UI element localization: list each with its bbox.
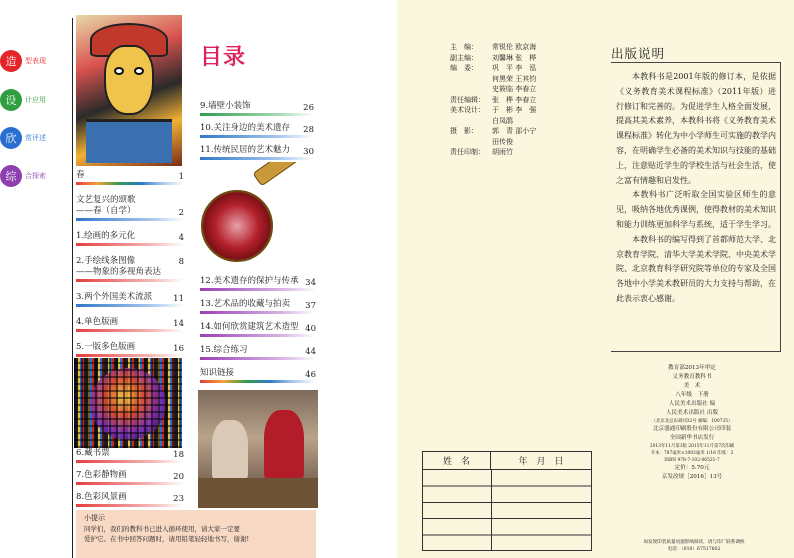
imprint-line: 人民美术出版社 编 bbox=[668, 401, 716, 407]
toc-entry-label: 春 bbox=[76, 170, 85, 180]
toc-entry[interactable] bbox=[200, 368, 316, 385]
credit-role: 责任印制： bbox=[450, 148, 485, 156]
toc-entry[interactable] bbox=[200, 299, 316, 316]
credit-row bbox=[450, 105, 536, 126]
name-column-header: 姓 名 bbox=[423, 452, 491, 469]
credits-list bbox=[450, 42, 536, 158]
toc-entry-page: 20 bbox=[173, 472, 184, 482]
credit-names: 何黑荣 王其钧 bbox=[492, 74, 537, 83]
toc-entry-page: 44 bbox=[305, 347, 316, 357]
toc-entry[interactable] bbox=[200, 101, 314, 118]
toc-entry-page: 37 bbox=[305, 301, 316, 311]
credit-names: 巩 平 李 泓 bbox=[492, 64, 537, 72]
op-art-image bbox=[74, 358, 182, 448]
toc-entry[interactable] bbox=[200, 276, 316, 293]
mirror-handle bbox=[252, 162, 309, 187]
credit-row bbox=[450, 126, 536, 147]
toc-column-1b bbox=[76, 448, 184, 509]
imprint-line: 定价：5.70元 bbox=[674, 465, 710, 471]
credit-names: 常锐伦 欧京海 bbox=[492, 43, 537, 51]
toc-entry-page: 34 bbox=[305, 278, 316, 288]
side-tab-label: 型表现 bbox=[25, 57, 46, 65]
credit-row bbox=[450, 53, 536, 64]
toc-entry-bar bbox=[76, 243, 184, 246]
footer-line: 电话：（010）67517602 bbox=[667, 547, 721, 552]
toc-entry-label: 2.手绘线条图像 bbox=[76, 256, 136, 266]
toc-entry[interactable] bbox=[76, 470, 184, 487]
toc-entry-bar bbox=[76, 329, 184, 332]
toc-entry-bar bbox=[200, 357, 316, 360]
publication-paragraph: 本教科书广泛听取全国实验区师生的意见，吸纳各地优秀课例，使得教材的美术知识和能力训练更加科学与系统，适于学生学习。 bbox=[616, 190, 776, 229]
credit-role: 副主编： bbox=[450, 53, 478, 62]
imprint-line: 教育部2013年审定 bbox=[668, 365, 716, 371]
page-divider-line bbox=[72, 18, 73, 558]
toc-entry-page: 8 bbox=[178, 257, 184, 267]
toc-entry-bar bbox=[76, 460, 184, 463]
toc-column-2a bbox=[200, 101, 314, 162]
toc-entry-page: 14 bbox=[173, 319, 184, 329]
toc-entry-page: 40 bbox=[305, 324, 316, 334]
footer-note bbox=[612, 539, 776, 553]
toc-entry-label: 6.藏书票 bbox=[76, 448, 110, 458]
publication-paragraph: 本教科书是2001年版的修订本，是依据《义务教育美术课程标准》（2011年版）进行修订和完善的。为促进学生人格全面发展，提高其美术素养，本教科书将《义务教育美术课程标准》转化为中小学师生可实施的教学内容，在明确学生必备的美术知识与技能的基础上，注意贴近学生的学校生活与社会生活，使之富有情趣和启发性。 bbox=[616, 72, 776, 185]
eye-shape bbox=[134, 67, 144, 75]
credit-row bbox=[450, 147, 536, 158]
toc-entry-page: 16 bbox=[173, 344, 184, 354]
toc-entry[interactable] bbox=[76, 231, 184, 248]
toc-entry-label: 4.单色版画 bbox=[76, 317, 119, 327]
side-tab-zaoxing[interactable] bbox=[0, 50, 46, 72]
toc-entry-label: 11.传统民居的艺术魅力 bbox=[200, 145, 291, 155]
imprint-line: 美 术 bbox=[683, 383, 701, 389]
credit-names: 田传俊 bbox=[492, 137, 513, 146]
toc-entry-bar bbox=[200, 157, 314, 160]
toc-entry-page: 1 bbox=[178, 172, 184, 182]
toc-entry-bar bbox=[200, 380, 316, 383]
toc-entry-bar bbox=[76, 354, 184, 357]
side-tab-circle: 设 bbox=[0, 89, 22, 111]
credit-names: 于 彬 李 强 bbox=[492, 106, 537, 114]
mirror-disc bbox=[201, 190, 273, 262]
side-tab-circle: 造 bbox=[0, 50, 22, 72]
toc-entry-page: 11 bbox=[173, 294, 184, 304]
mirror-artwork-image bbox=[197, 162, 317, 272]
toc-entry-page: 23 bbox=[173, 494, 184, 504]
toc-entry-label: 知识链接 bbox=[200, 368, 235, 378]
toc-column-1 bbox=[76, 170, 184, 359]
side-tab-sheji[interactable] bbox=[0, 89, 46, 111]
toc-entry-label: 13.艺术品的收藏与拍卖 bbox=[200, 299, 291, 309]
tip-box bbox=[76, 510, 316, 558]
toc-entry-label: 5.一版多色版画 bbox=[76, 342, 136, 352]
body-shape bbox=[86, 119, 172, 163]
toc-entry-page: 28 bbox=[303, 125, 314, 135]
toc-entry-page: 26 bbox=[303, 103, 314, 113]
toc-entry-label: 3.两个外国美术流派 bbox=[76, 292, 153, 302]
toc-entry[interactable] bbox=[76, 342, 184, 359]
imprint-line: （北京北总布胡同32号 邮编：100735） bbox=[651, 419, 733, 424]
toc-entry-bar bbox=[76, 482, 184, 485]
toc-entry-bar bbox=[76, 279, 184, 282]
publication-notes-text bbox=[616, 70, 776, 307]
toc-entry-page: 30 bbox=[303, 147, 314, 157]
toc-entry-sub: ——物象的多视角表达 bbox=[76, 267, 162, 277]
toc-entry[interactable] bbox=[76, 492, 184, 509]
publication-paragraph: 本教科书的编写得到了首都师范大学、北京教育学院、清华大学美术学院、中央美术学院、北京教育科学研究院等单位的专家及全国各地中小学美术教研员的大力支持与帮助，在此表示衷心感谢。 bbox=[616, 234, 776, 303]
tip-line: 爱护它。在书中回答问题时，请用铅笔轻轻地书写，谢谢! bbox=[84, 535, 250, 543]
toc-entry[interactable] bbox=[76, 448, 184, 465]
toc-entry-label: 9.墙壁小装饰 bbox=[200, 101, 251, 111]
credit-names: 胡雨竹 bbox=[492, 148, 513, 156]
toc-entry-bar bbox=[76, 182, 184, 185]
credit-role: 主 编： bbox=[450, 43, 478, 51]
toc-entry[interactable] bbox=[200, 145, 314, 162]
toc-entry[interactable] bbox=[76, 195, 184, 223]
credit-names: 史筱临 李春立 bbox=[492, 85, 537, 93]
imprint-line: 义务教育教科书 bbox=[672, 374, 712, 380]
toc-entry-bar bbox=[200, 135, 314, 138]
toc-entry-label: 12.美术遗存的保护与传承 bbox=[200, 276, 299, 286]
toc-entry-bar bbox=[76, 218, 184, 221]
credit-names: 郭 青 邵小宁 bbox=[492, 127, 537, 135]
collectors-photo-image bbox=[198, 390, 318, 508]
toc-entry[interactable] bbox=[76, 292, 184, 309]
credit-role: 美术设计： bbox=[450, 106, 485, 114]
credit-role: 编 委： bbox=[450, 64, 478, 72]
toc-entry-bar bbox=[200, 288, 316, 291]
person-figure bbox=[264, 410, 304, 480]
imprint-line: 八年级 下册 bbox=[675, 392, 709, 398]
tip-line: 同学们，我们的教科书已进入循环使用，请大家一定要 bbox=[84, 525, 240, 533]
toc-entry-label: 文艺复兴的颂歌 bbox=[76, 195, 136, 205]
imprint-line: 京发改规［2016］13号 bbox=[661, 474, 723, 480]
credit-names: 白凤鹃 bbox=[492, 116, 513, 125]
borrower-record-table bbox=[422, 451, 592, 551]
op-art-grid bbox=[74, 358, 182, 448]
toc-entry-page: 4 bbox=[178, 233, 184, 243]
toc-entry-bar bbox=[200, 311, 316, 314]
side-tab-zonghe[interactable] bbox=[0, 165, 46, 187]
toc-entry-label: 8.色彩风景画 bbox=[76, 492, 127, 502]
toc-entry-page: 2 bbox=[178, 208, 184, 218]
tip-title: 小提示 bbox=[84, 514, 105, 522]
imprint-line: 2013年11月第1版 2015年11月第7次印刷 bbox=[649, 444, 735, 449]
toc-entry[interactable] bbox=[200, 322, 316, 339]
toc-entry-bar bbox=[200, 113, 314, 116]
toc-entry-bar bbox=[200, 334, 316, 337]
portrait-artwork-image bbox=[76, 15, 182, 166]
toc-entry-label: 15.综合练习 bbox=[200, 345, 248, 355]
toc-entry[interactable] bbox=[76, 317, 184, 334]
publication-notes-title: 出版说明 bbox=[611, 46, 666, 61]
toc-entry-sub: ——春（自学） bbox=[76, 206, 136, 216]
side-tab-xinshang[interactable] bbox=[0, 127, 46, 149]
toc-entry-bar bbox=[76, 504, 184, 507]
toc-entry-label: 1.绘画的多元化 bbox=[76, 231, 136, 241]
imprint-line: 人民美术出版社 出版 bbox=[665, 410, 719, 416]
table-shape bbox=[198, 478, 318, 508]
eye-shape bbox=[114, 67, 124, 75]
credit-names: 张 桦 李春立 bbox=[492, 95, 537, 104]
date-column-header: 年 月 日 bbox=[518, 457, 564, 467]
person-figure bbox=[212, 420, 248, 480]
toc-column-2b bbox=[200, 276, 316, 385]
side-tab-label: 赏评述 bbox=[25, 134, 46, 142]
borrower-table-header bbox=[423, 452, 591, 470]
toc-entry[interactable] bbox=[200, 345, 316, 362]
toc-entry-bar bbox=[76, 304, 184, 307]
toc-title: 目录 bbox=[200, 45, 247, 70]
credit-row bbox=[450, 42, 536, 53]
credit-row bbox=[450, 63, 536, 95]
toc-entry-label: 10.关注身边的美术遗存 bbox=[200, 123, 291, 133]
toc-entry-label: 7.色彩静物画 bbox=[76, 470, 127, 480]
credit-role: 责任编辑： bbox=[450, 95, 485, 104]
side-tab-label: 合探索 bbox=[25, 172, 46, 180]
imprint-line: 开本：787毫米×1092毫米 1/16 印张：3 bbox=[650, 451, 734, 456]
imprint-line: ISBN 978-7-102-06521-7 bbox=[664, 458, 720, 463]
footer-line: 如发现印装质量问题影响阅读，请与印厂联系调换 bbox=[643, 540, 745, 545]
toc-entry[interactable] bbox=[76, 256, 184, 284]
toc-entry[interactable] bbox=[200, 123, 314, 140]
face-shape bbox=[104, 45, 154, 115]
toc-entry-label: 14.如何欣赏建筑艺术造型 bbox=[200, 322, 299, 332]
side-tab-circle: 综 bbox=[0, 165, 22, 187]
side-tab-label: 计应用 bbox=[25, 96, 46, 104]
toc-entry[interactable] bbox=[76, 170, 184, 187]
credit-role: 摄 影： bbox=[450, 127, 478, 135]
imprint-line: 北京盛通印刷股份有限公司印装 bbox=[652, 426, 732, 432]
side-tab-circle: 欣 bbox=[0, 127, 22, 149]
imprint-block bbox=[602, 364, 782, 482]
imprint-line: 全国新华书店发行 bbox=[669, 435, 715, 441]
credit-row bbox=[450, 95, 536, 106]
toc-entry-page: 46 bbox=[305, 370, 316, 380]
credit-names: 刘馨琳 张 桦 bbox=[492, 53, 537, 62]
toc-entry-page: 18 bbox=[173, 450, 184, 460]
borrower-table-column-divider bbox=[491, 470, 492, 550]
borrower-table-rows[interactable] bbox=[423, 470, 591, 550]
